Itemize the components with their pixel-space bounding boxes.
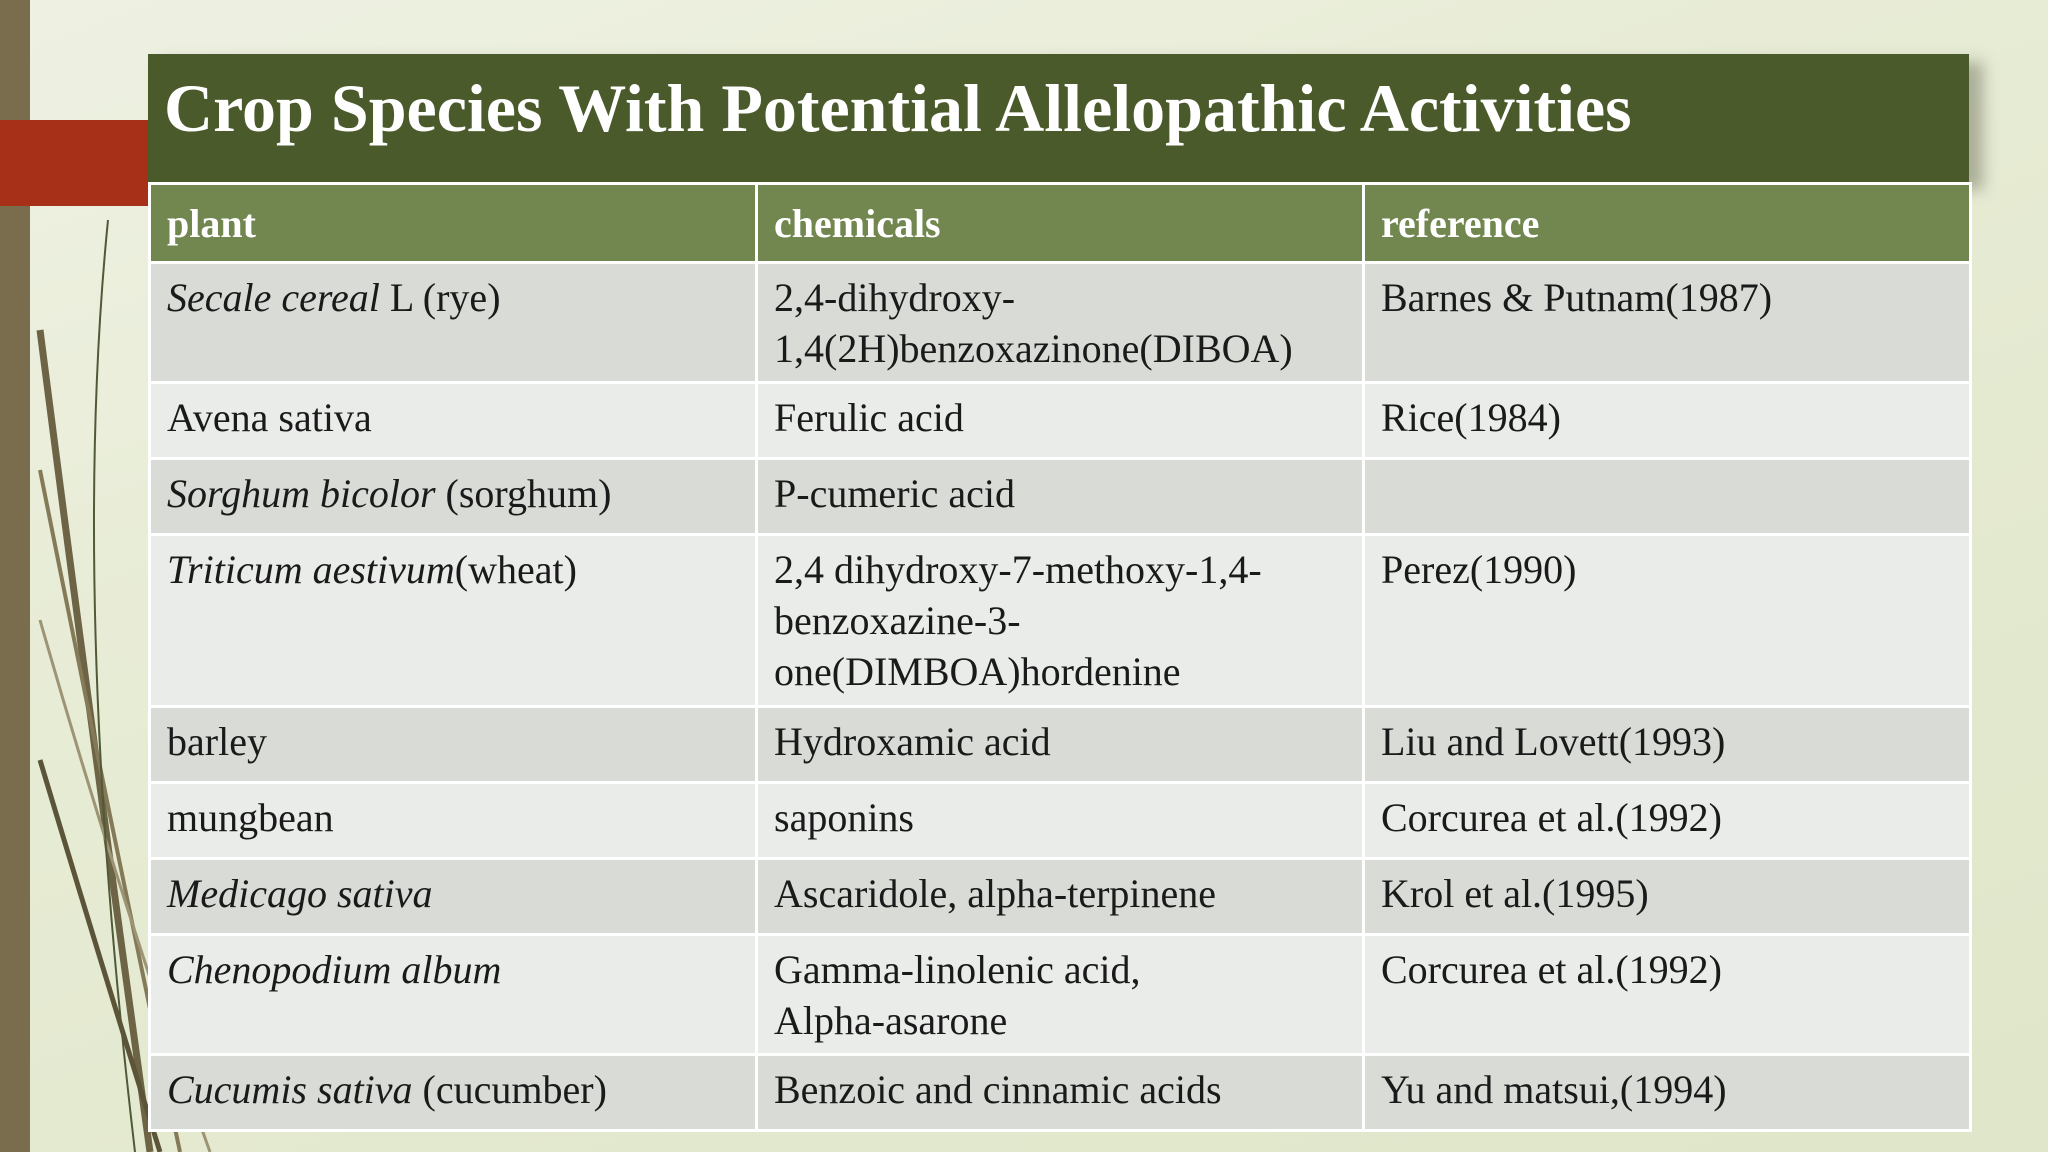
table-row	[150, 859, 1971, 935]
header-reference: reference	[1364, 184, 1971, 263]
chemicals-cell	[757, 263, 1364, 383]
reference-cell: Corcurea et al.(1992)	[1364, 935, 1971, 1055]
reference-cell: Rice(1984)	[1364, 383, 1971, 459]
plant-scientific-name: Chenopodium album	[167, 947, 502, 992]
chemicals-line: one(DIMBOA)hordenine	[774, 649, 1181, 694]
table-row	[150, 383, 1971, 459]
table-header-row	[150, 184, 1971, 263]
allelopathy-table	[148, 182, 1972, 1132]
plant-common-name: L (rye)	[379, 275, 501, 320]
plant-scientific-name: Cucumis sativa	[167, 1067, 413, 1112]
table-row	[150, 535, 1971, 707]
title-bar	[148, 54, 1969, 182]
table-row	[150, 783, 1971, 859]
chemicals-cell	[757, 535, 1364, 707]
chemicals-line: Gamma-linolenic acid,	[774, 947, 1141, 992]
slide-title: Crop Species With Potential Allelopathic Activities	[164, 70, 1632, 146]
table-row	[150, 935, 1971, 1055]
plant-scientific-name: Triticum aestivum	[167, 547, 455, 592]
plant-scientific-name: Medicago sativa	[167, 871, 433, 916]
chemicals-cell	[757, 935, 1364, 1055]
chemicals-line: benzoxazine-3-	[774, 598, 1021, 643]
chemicals-cell: Hydroxamic acid	[757, 707, 1364, 783]
chemicals-line: 1,4(2H)benzoxazinone(DIBOA)	[774, 326, 1293, 371]
header-chemicals: chemicals	[757, 184, 1364, 263]
reference-cell: Yu and matsui,(1994)	[1364, 1055, 1971, 1131]
plant-cell	[150, 459, 757, 535]
chemicals-line: Alpha-asarone	[774, 998, 1008, 1043]
chemicals-cell: Ascaridole, alpha-terpinene	[757, 859, 1364, 935]
header-plant: plant	[150, 184, 757, 263]
reference-cell: Liu and Lovett(1993)	[1364, 707, 1971, 783]
reference-cell: Krol et al.(1995)	[1364, 859, 1971, 935]
chemicals-cell: Benzoic and cinnamic acids	[757, 1055, 1364, 1131]
plant-cell	[150, 1055, 757, 1131]
plant-cell	[150, 535, 757, 707]
chemicals-cell: saponins	[757, 783, 1364, 859]
table-row	[150, 707, 1971, 783]
table-row	[150, 459, 1971, 535]
chemicals-cell: Ferulic acid	[757, 383, 1364, 459]
plant-cell	[150, 935, 757, 1055]
reference-cell: Perez(1990)	[1364, 535, 1971, 707]
plant-common-name: (wheat)	[454, 547, 577, 592]
chemicals-cell: P-cumeric acid	[757, 459, 1364, 535]
plant-cell: Avena sativa	[150, 383, 757, 459]
table-row	[150, 1055, 1971, 1131]
reference-cell: Barnes & Putnam(1987)	[1364, 263, 1971, 383]
plant-cell	[150, 263, 757, 383]
chemicals-line: 2,4 dihydroxy-7-methoxy-1,4-	[774, 547, 1262, 592]
plant-cell: mungbean	[150, 783, 757, 859]
plant-common-name: (sorghum)	[435, 471, 612, 516]
chemicals-line: 2,4-dihydroxy-	[774, 275, 1016, 320]
plant-scientific-name: Secale cereal	[167, 275, 380, 320]
plant-scientific-name: Sorghum bicolor	[167, 471, 436, 516]
plant-cell: barley	[150, 707, 757, 783]
reference-cell: Corcurea et al.(1992)	[1364, 783, 1971, 859]
plant-cell	[150, 859, 757, 935]
reference-cell	[1364, 459, 1971, 535]
plant-common-name: (cucumber)	[412, 1067, 607, 1112]
table-row	[150, 263, 1971, 383]
